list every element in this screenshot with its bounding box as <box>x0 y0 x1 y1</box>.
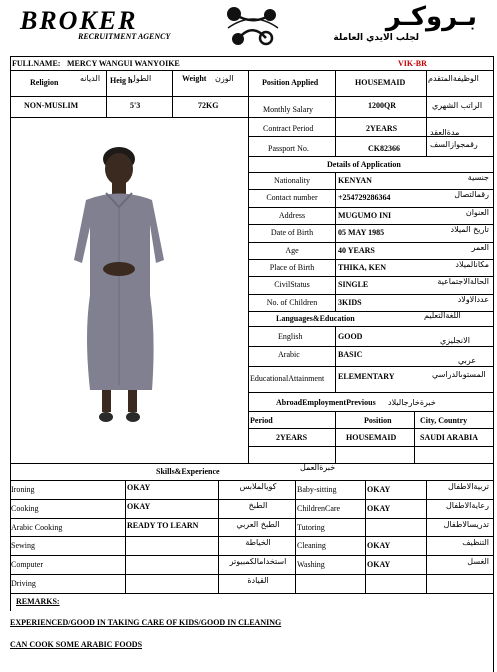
english-label: English <box>278 332 303 341</box>
detail-label-ar: مكانالميلاد <box>455 260 489 269</box>
skill-label: Cleaning <box>297 541 326 550</box>
detail-label-ar: الحالةالاجتماعية <box>437 277 489 286</box>
detail-label: Place of Birth <box>269 263 315 272</box>
abroad-city-header: City, Country <box>420 416 468 425</box>
detail-label: Nationality <box>274 176 310 185</box>
skill-label-ar: رعايةالاطفال <box>445 501 489 510</box>
brand-subtitle-ar: لجلب الايدي العاملة <box>333 33 419 43</box>
remarks-line-1: EXPERIENCED/GOOD IN TAKING CARE OF KIDS/GOOD IN CLEANING <box>10 618 282 627</box>
skills-title-ar: خبرةالعمل <box>300 463 336 472</box>
detail-label: Address <box>278 211 306 220</box>
detail-value: 05 MAY 1985 <box>338 228 385 237</box>
abroad-period-header: Period <box>250 416 273 425</box>
religion-label-ar: الديانه <box>80 74 101 83</box>
position-label: Position Applied <box>262 78 319 87</box>
detail-label: Date of Birth <box>270 228 314 237</box>
detail-label: Age <box>285 246 299 255</box>
remarks-title: REMARKS: <box>16 597 60 606</box>
skill-value: OKAY <box>367 541 391 550</box>
detail-label: No. of Children <box>266 298 318 307</box>
education-label-ar: المستوىالدراسي <box>432 370 486 379</box>
arabic-label: Arabic <box>278 350 300 359</box>
abroad-period-value: 2YEARS <box>276 433 308 442</box>
arabic-label-ar: عربي <box>458 356 477 365</box>
detail-value: SINGLE <box>338 280 369 289</box>
detail-value: 3KIDS <box>338 298 362 307</box>
skill-value: OKAY <box>367 560 391 569</box>
skill-label-ar: تربيةالاطفال <box>447 482 489 491</box>
details-title: Details of Application <box>327 160 401 169</box>
abroad-title-ar: خبرةخارجالبلاد <box>388 398 436 407</box>
skill-label-ar: الخياطة <box>245 538 271 547</box>
detail-label-ar: عددالاولاد <box>457 295 489 304</box>
detail-label-ar: جنسية <box>467 173 489 182</box>
skill-label: Driving <box>11 579 36 588</box>
skill-label: Washing <box>297 560 325 569</box>
skill-label-ar: كويالملابس <box>239 482 277 491</box>
detail-value: KENYAN <box>338 176 372 185</box>
skill-label: Tutoring <box>297 523 325 532</box>
skill-label-ar: القيادة <box>247 576 269 585</box>
abroad-position-header: Position <box>364 416 392 425</box>
abroad-title: AbroadEmploymentPrevious <box>276 398 376 407</box>
detail-value: 40 YEARS <box>338 246 375 255</box>
detail-label: CivilStatus <box>274 280 310 289</box>
salary-label: Monthly Salary <box>263 105 313 114</box>
education-label: EducationalAttainment <box>250 374 325 383</box>
salary-value: 1200QR <box>368 101 396 110</box>
abroad-city-value: SAUDI ARABIA <box>420 433 479 442</box>
skill-label-ar: الطبخ <box>248 501 268 510</box>
skills-title: Skills&Experience <box>156 467 220 476</box>
skill-label-ar: تدريسالاطفال <box>443 520 489 529</box>
brand-name-ar: بـروكـر <box>385 2 477 32</box>
height-label: Heig h <box>110 76 133 85</box>
skill-label: Ironing <box>11 485 35 494</box>
detail-label-ar: العمر <box>471 243 489 252</box>
passport-value: CK82366 <box>368 144 400 153</box>
languages-title: Languages&Education <box>276 314 355 323</box>
fullname-label: FULLNAME: <box>12 59 61 68</box>
skill-label-ar: الغسل <box>467 557 489 566</box>
detail-value: THIKA, KEN <box>338 263 387 272</box>
skill-label: Cooking <box>11 504 39 513</box>
skill-value: OKAY <box>127 483 151 492</box>
brand-name-en: BROKER <box>20 6 138 35</box>
education-value: ELEMENTARY <box>338 372 395 381</box>
passport-label: Passport No. <box>268 144 309 153</box>
remarks-line-2: CAN COOK SOME ARABIC FOODS <box>10 640 143 649</box>
skill-label: Computer <box>11 560 43 569</box>
skill-label-ar: استخدامالكمبيوتر <box>229 557 287 566</box>
contract-label-ar: مدةالعقد <box>430 128 460 137</box>
applicant-photo <box>64 145 174 430</box>
skill-label: Arabic Cooking <box>11 523 63 532</box>
passport-label-ar: رقمجوازالسف <box>430 140 478 149</box>
weight-label: Weight <box>182 74 207 83</box>
detail-label-ar: رقمالتصال <box>454 190 489 199</box>
brand-logo-icon <box>220 4 286 48</box>
abroad-position-value: HOUSEMAID <box>346 433 397 442</box>
religion-value: NON-MUSLIM <box>24 101 79 110</box>
skill-value: READY TO LEARN <box>127 521 199 530</box>
salary-label-ar: الراتب الشهري <box>432 101 483 110</box>
english-value: GOOD <box>338 332 363 341</box>
skill-label: Sewing <box>11 541 35 550</box>
skill-label-ar: التنظيف <box>462 538 489 547</box>
contract-label: Contract Period <box>263 124 314 133</box>
weight-label-ar: الوزن <box>215 74 234 83</box>
detail-value: +254729286364 <box>338 193 391 202</box>
skill-label: ChildrenCare <box>297 504 341 513</box>
languages-title-ar: اللغةالتعليم <box>424 311 461 320</box>
position-label-ar: الوظيفةالمتقدم <box>428 74 479 83</box>
english-label-ar: الانجليزي <box>440 336 470 345</box>
height-value: 5'3 <box>130 101 141 110</box>
skill-value: OKAY <box>367 485 391 494</box>
weight-value: 72KG <box>198 101 219 110</box>
brand-subtitle-en: RECRUITMENT AGENCY <box>78 32 171 41</box>
contract-value: 2YEARS <box>366 124 398 133</box>
skill-value: OKAY <box>367 504 391 513</box>
detail-label: Contact number <box>266 193 318 202</box>
detail-label-ar: تاريخ الميلاد <box>450 225 489 234</box>
skill-label-ar: الطبخ العربي <box>236 520 280 529</box>
position-value: HOUSEMAID <box>355 78 406 87</box>
detail-label-ar: العنوان <box>465 208 489 217</box>
detail-value: MUGUMO INI <box>338 211 392 220</box>
fullname-value: MERCY WANGUI WANYOIKE <box>67 59 180 68</box>
religion-label: Religion <box>30 78 59 87</box>
skill-value: OKAY <box>127 502 151 511</box>
height-label-ar: الطول <box>130 74 152 83</box>
reference-code: VIK-BR <box>398 59 427 68</box>
arabic-value: BASIC <box>338 350 363 359</box>
skill-label: Baby-sitting <box>297 485 337 494</box>
